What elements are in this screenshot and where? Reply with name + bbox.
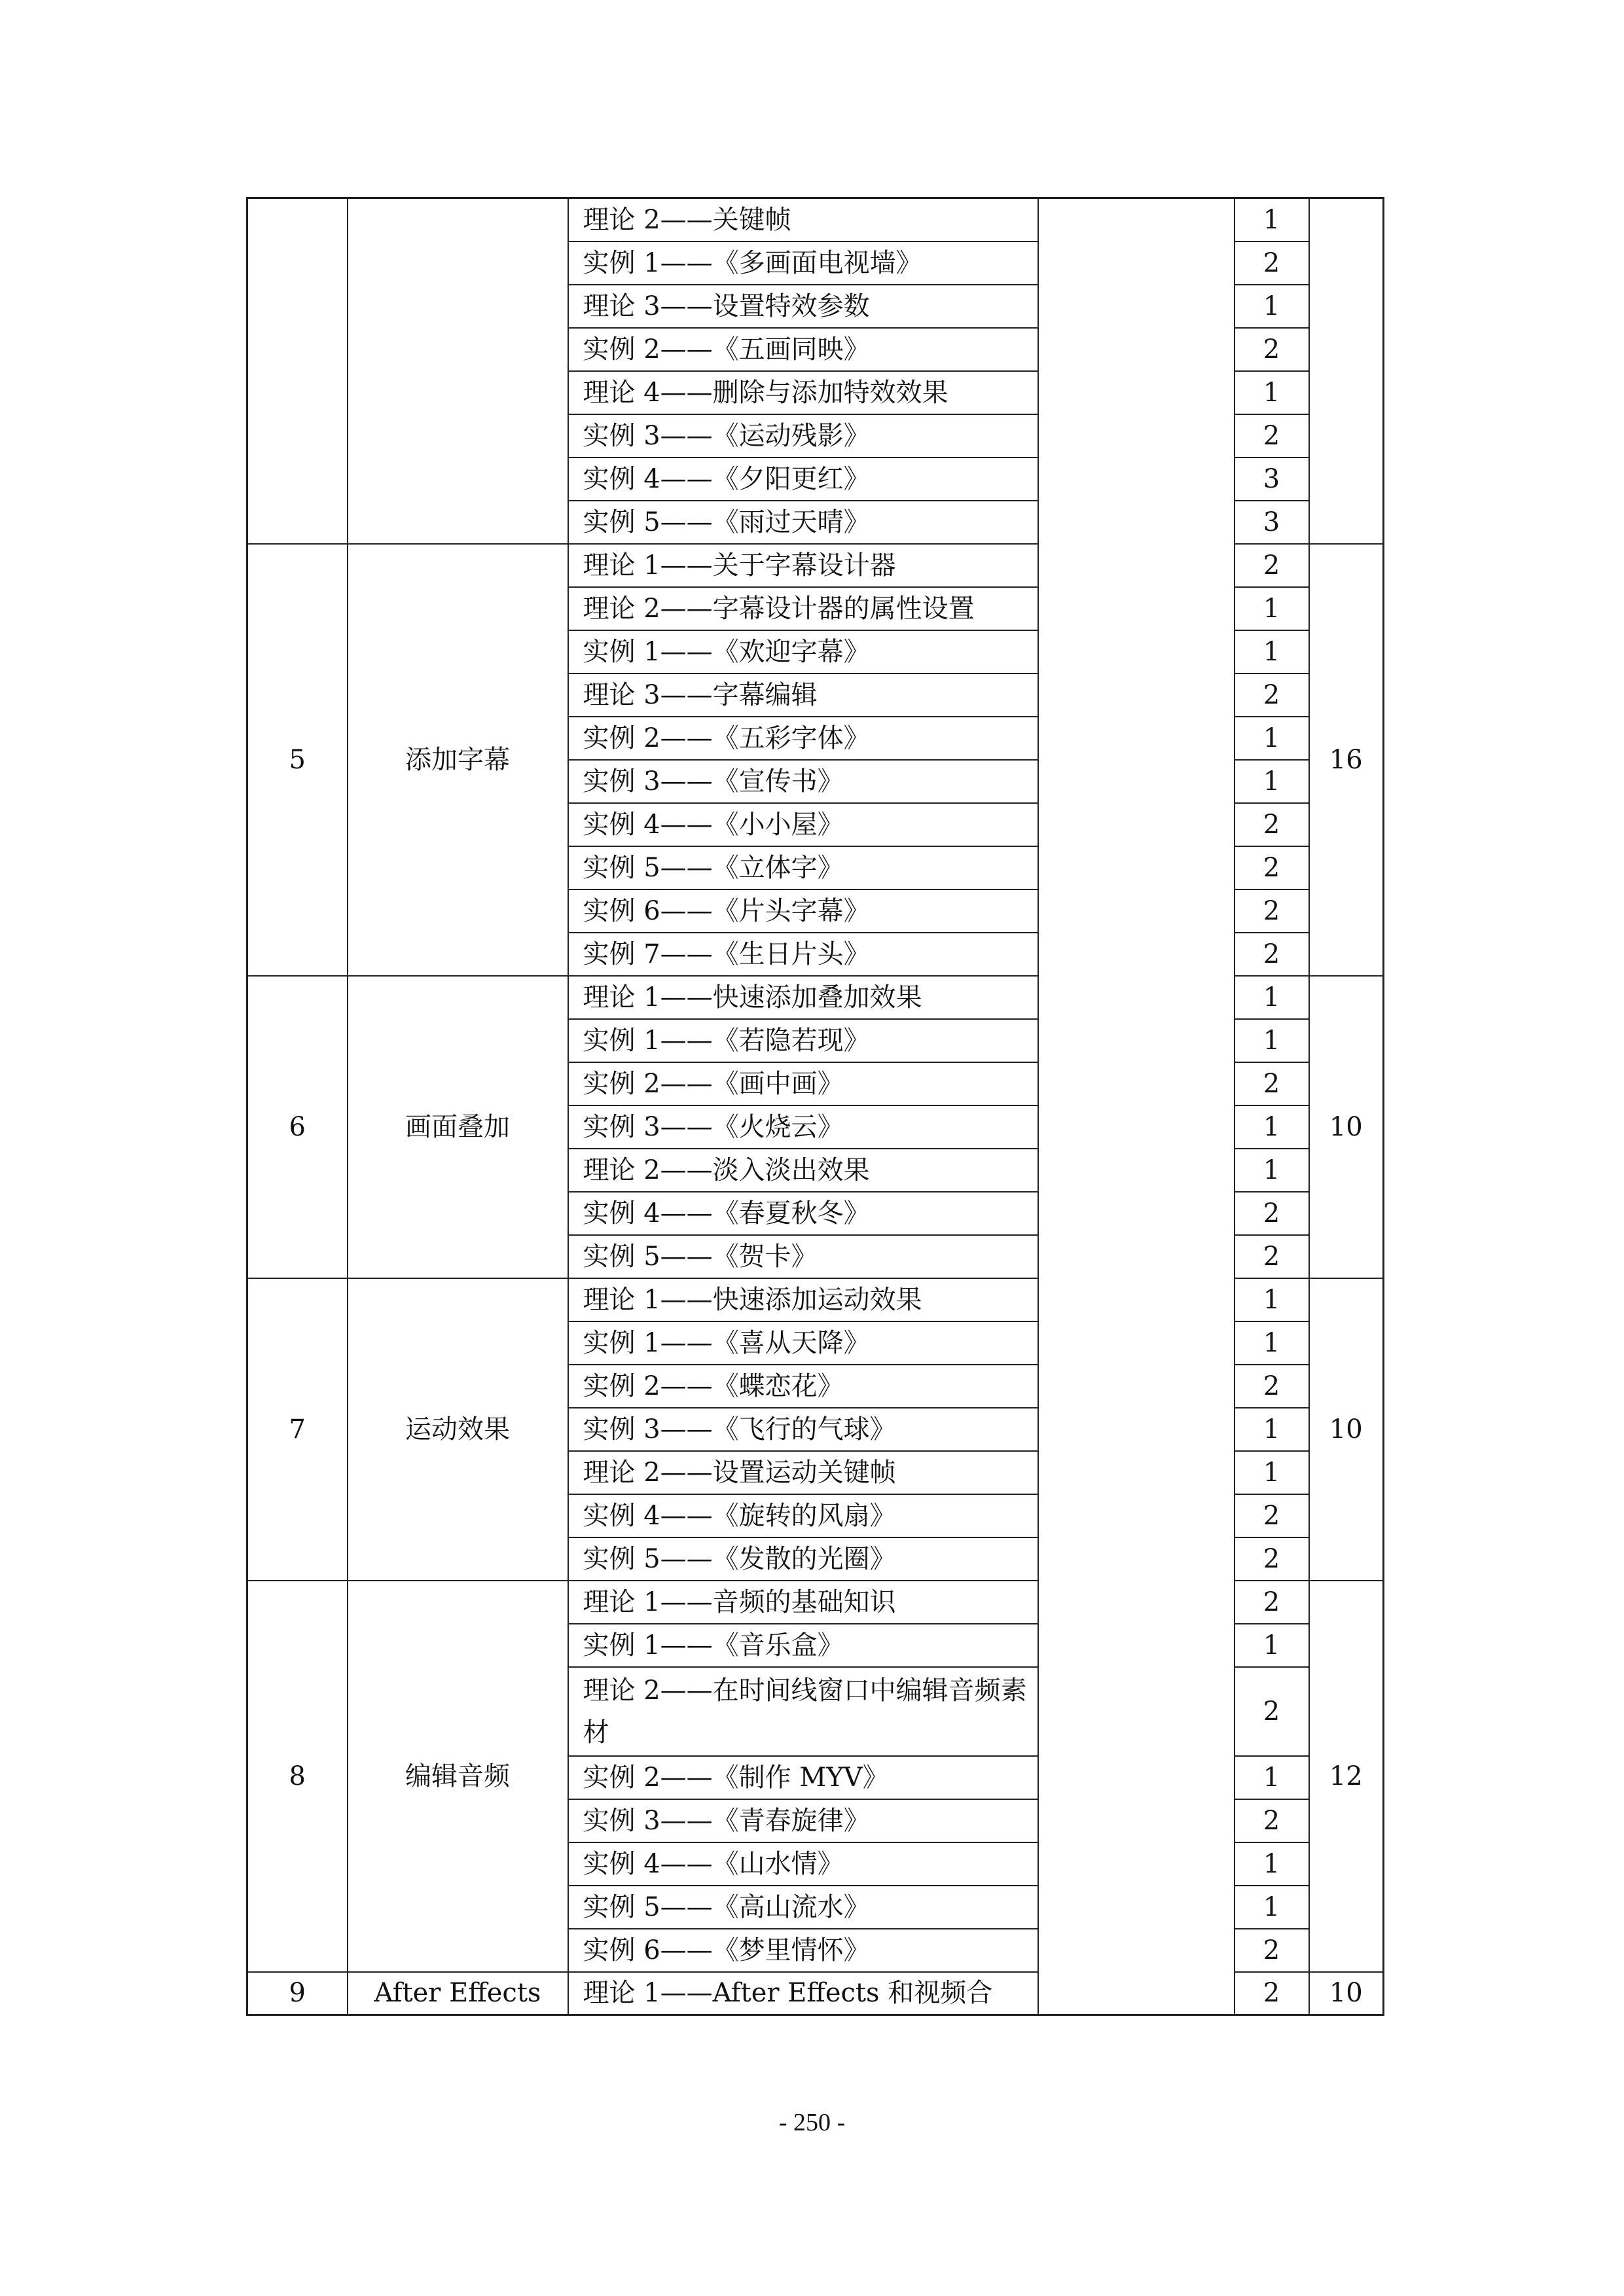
chapter-total-hours-cell: 10: [1309, 976, 1384, 1278]
lesson-content-cell: 实例 3——《飞行的气球》: [568, 1408, 1038, 1451]
lesson-hours-cell: 2: [1235, 328, 1309, 371]
lesson-hours-cell: 2: [1235, 1972, 1309, 2015]
lesson-hours-cell: 1: [1235, 1019, 1309, 1062]
chapter-number-cell: 5: [247, 544, 348, 976]
lesson-hours-cell: 2: [1235, 1062, 1309, 1105]
lesson-content-cell: 理论 2——字幕设计器的属性设置: [568, 587, 1038, 630]
lesson-content-cell: 理论 1——快速添加运动效果: [568, 1278, 1038, 1321]
lesson-hours-cell: 2: [1235, 1799, 1309, 1842]
lesson-content-cell: 理论 1——音频的基础知识: [568, 1581, 1038, 1624]
table-row: [247, 198, 1384, 242]
lesson-content-cell: 实例 2——《制作 MYV》: [568, 1756, 1038, 1799]
chapter-total-hours-cell: 12: [1309, 1581, 1384, 1972]
lesson-content-cell: 实例 4——《春夏秋冬》: [568, 1192, 1038, 1235]
chapter-name-cell: 运动效果: [348, 1278, 568, 1581]
chapter-name-cell: 添加字幕: [348, 544, 568, 976]
lesson-content-cell: 实例 1——《音乐盒》: [568, 1624, 1038, 1667]
lesson-hours-cell: 1: [1235, 1278, 1309, 1321]
lesson-content-cell: 实例 2——《五画同映》: [568, 328, 1038, 371]
lesson-hours-cell: 1: [1235, 717, 1309, 760]
lesson-hours-cell: 1: [1235, 1451, 1309, 1494]
lesson-hours-cell: 1: [1235, 1756, 1309, 1799]
lesson-hours-cell: 2: [1235, 889, 1309, 933]
lesson-hours-cell: 1: [1235, 1408, 1309, 1451]
chapter-number-cell: 9: [247, 1972, 348, 2015]
lesson-content-cell: 实例 1——《若隐若现》: [568, 1019, 1038, 1062]
chapter-name-cell: After Effects: [348, 1972, 568, 2015]
lesson-hours-cell: 2: [1235, 846, 1309, 889]
lesson-hours-cell: 2: [1235, 1537, 1309, 1581]
lesson-hours-cell: 1: [1235, 198, 1309, 242]
lesson-hours-cell: 2: [1235, 673, 1309, 717]
lesson-content-cell: 实例 7——《生日片头》: [568, 933, 1038, 976]
course-schedule-table: [246, 197, 1384, 2016]
lesson-content-cell: 理论 3——设置特效参数: [568, 285, 1038, 328]
lesson-content-cell: 实例 2——《画中画》: [568, 1062, 1038, 1105]
chapter-total-hours-cell: 10: [1309, 1278, 1384, 1581]
lesson-content-cell: 实例 4——《夕阳更红》: [568, 457, 1038, 501]
lesson-content-cell: 实例 3——《运动残影》: [568, 414, 1038, 457]
table-body: [247, 198, 1384, 2015]
lesson-content-cell: 实例 1——《喜从天降》: [568, 1321, 1038, 1365]
lesson-hours-cell: 1: [1235, 1842, 1309, 1886]
lesson-hours-cell: 1: [1235, 630, 1309, 673]
chapter-total-hours-cell: 10: [1309, 1972, 1384, 2015]
chapter-number-cell: 8: [247, 1581, 348, 1972]
chapter-name-cell: 画面叠加: [348, 976, 568, 1278]
lesson-content-cell: 实例 3——《青春旋律》: [568, 1799, 1038, 1842]
lesson-content-cell: 理论 1——After Effects 和视频合: [568, 1972, 1038, 2015]
lesson-hours-cell: 1: [1235, 976, 1309, 1019]
page-number: - 250 -: [778, 2109, 846, 2136]
lesson-hours-cell: 2: [1235, 803, 1309, 846]
lesson-hours-cell: 2: [1235, 1581, 1309, 1624]
lesson-hours-cell: 2: [1235, 1667, 1309, 1756]
lesson-hours-cell: 2: [1235, 1929, 1309, 1972]
lesson-content-cell: 理论 2——淡入淡出效果: [568, 1149, 1038, 1192]
lesson-hours-cell: 2: [1235, 414, 1309, 457]
lesson-content-cell: 实例 1——《多画面电视墙》: [568, 242, 1038, 285]
chapter-number-cell: 7: [247, 1278, 348, 1581]
lesson-content-cell: 理论 2——在时间线窗口中编辑音频素材: [568, 1667, 1038, 1756]
chapter-total-hours-cell: [1309, 198, 1384, 544]
lesson-content-cell: 理论 3——字幕编辑: [568, 673, 1038, 717]
lesson-hours-cell: 1: [1235, 1321, 1309, 1365]
lesson-hours-cell: 1: [1235, 371, 1309, 414]
lesson-hours-cell: 2: [1235, 242, 1309, 285]
lesson-hours-cell: 1: [1235, 1149, 1309, 1192]
chapter-name-cell: 编辑音频: [348, 1581, 568, 1972]
lesson-content-cell: 实例 3——《宣传书》: [568, 760, 1038, 803]
lesson-content-cell: 实例 5——《雨过天晴》: [568, 501, 1038, 544]
lesson-content-cell: 实例 6——《梦里情怀》: [568, 1929, 1038, 1972]
chapter-number-cell: 6: [247, 976, 348, 1278]
lesson-content-cell: 实例 5——《发散的光圈》: [568, 1537, 1038, 1581]
lesson-content-cell: 理论 2——设置运动关键帧: [568, 1451, 1038, 1494]
lesson-content-cell: 实例 4——《旋转的风扇》: [568, 1494, 1038, 1537]
lesson-hours-cell: 2: [1235, 544, 1309, 587]
lesson-hours-cell: 2: [1235, 1365, 1309, 1408]
lesson-content-cell: 理论 1——关于字幕设计器: [568, 544, 1038, 587]
lesson-hours-cell: 1: [1235, 1886, 1309, 1929]
lesson-hours-cell: 2: [1235, 933, 1309, 976]
blank-column-cell: [1038, 198, 1235, 2015]
lesson-content-cell: 实例 3——《火烧云》: [568, 1105, 1038, 1149]
lesson-content-cell: 实例 4——《小小屋》: [568, 803, 1038, 846]
lesson-content-cell: 实例 5——《贺卡》: [568, 1235, 1038, 1278]
lesson-hours-cell: 1: [1235, 1105, 1309, 1149]
lesson-content-cell: 实例 4——《山水情》: [568, 1842, 1038, 1886]
lesson-hours-cell: 1: [1235, 285, 1309, 328]
lesson-hours-cell: 2: [1235, 1235, 1309, 1278]
lesson-content-cell: 理论 2——关键帧: [568, 198, 1038, 242]
lesson-hours-cell: 1: [1235, 1624, 1309, 1667]
lesson-hours-cell: 1: [1235, 587, 1309, 630]
lesson-hours-cell: 1: [1235, 760, 1309, 803]
lesson-content-cell: 理论 4——删除与添加特效效果: [568, 371, 1038, 414]
lesson-content-cell: 理论 1——快速添加叠加效果: [568, 976, 1038, 1019]
lesson-content-cell: 实例 2——《蝶恋花》: [568, 1365, 1038, 1408]
lesson-content-cell: 实例 2——《五彩字体》: [568, 717, 1038, 760]
chapter-number-cell: [247, 198, 348, 544]
lesson-content-cell: 实例 5——《立体字》: [568, 846, 1038, 889]
lesson-content-cell: 实例 5——《高山流水》: [568, 1886, 1038, 1929]
lesson-hours-cell: 2: [1235, 1192, 1309, 1235]
chapter-total-hours-cell: 16: [1309, 544, 1384, 976]
lesson-content-cell: 实例 6——《片头字幕》: [568, 889, 1038, 933]
chapter-name-cell: [348, 198, 568, 544]
lesson-content-cell: 实例 1——《欢迎字幕》: [568, 630, 1038, 673]
lesson-hours-cell: 3: [1235, 457, 1309, 501]
lesson-hours-cell: 2: [1235, 1494, 1309, 1537]
lesson-hours-cell: 3: [1235, 501, 1309, 544]
